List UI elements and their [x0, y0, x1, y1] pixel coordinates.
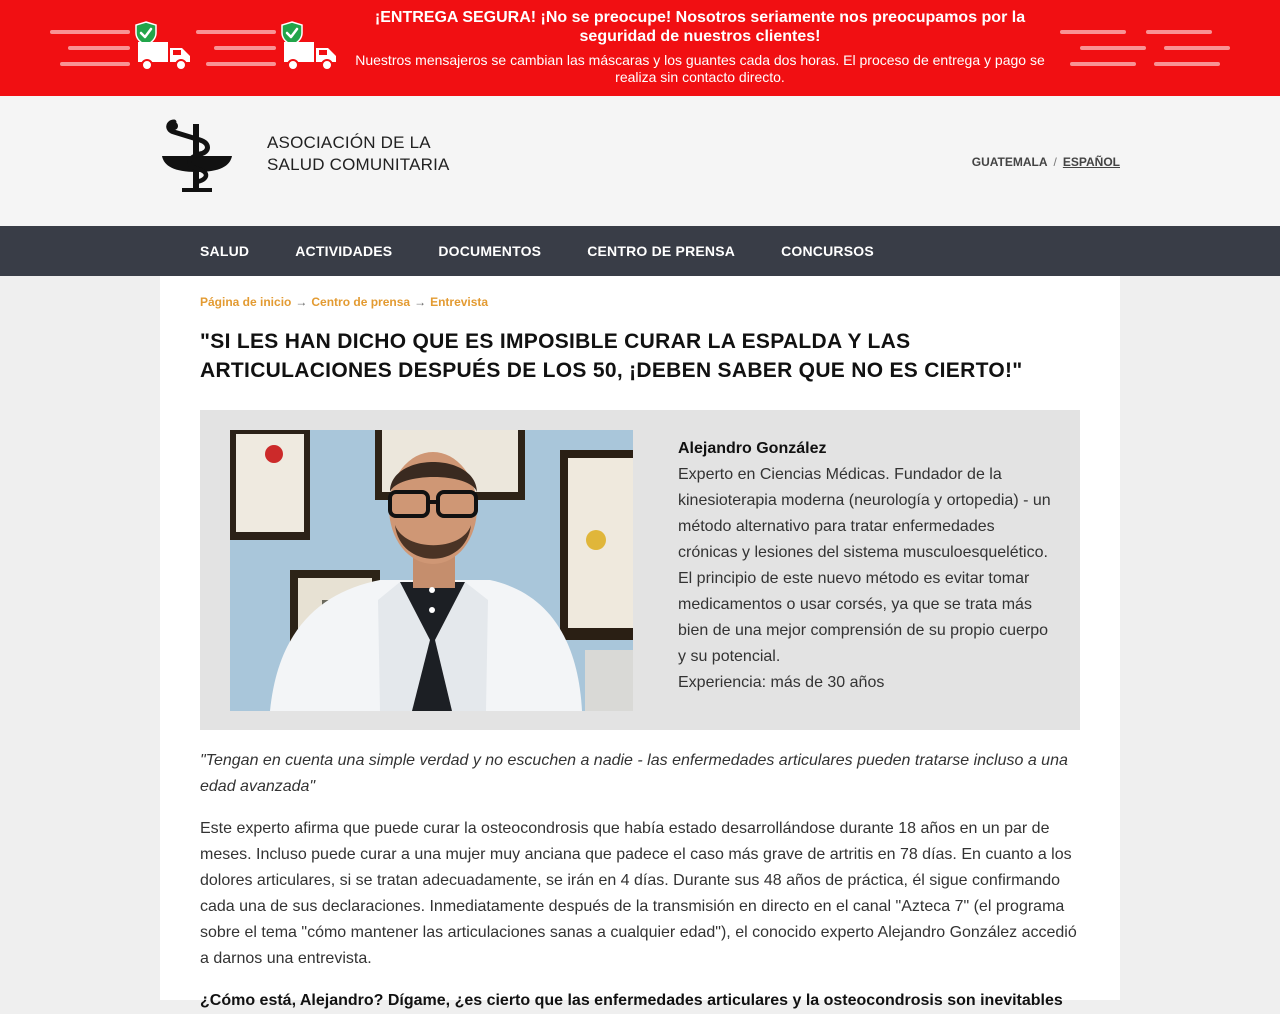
nav-item-concursos[interactable]: CONCURSOS — [781, 243, 874, 259]
expert-photo — [230, 430, 633, 711]
language-separator: / — [1053, 155, 1057, 169]
site-header — [0, 96, 1280, 226]
article-quote: "Tengan en cuenta una simple verdad y no escuchen a nadie - las enfermedades articulares pueden tratarse incluso a una edad avanzada" — [200, 752, 1068, 795]
nav-item-centro-de-prensa[interactable]: CENTRO DE PRENSA — [587, 243, 736, 259]
organization-name[interactable] — [267, 132, 450, 176]
speed-line — [1070, 62, 1136, 66]
banner-headline: ¡ENTREGA SEGURA! ¡No se preocupe! Nosotros seriamente nos preocupamos por la seguridad de nuestros clientes! — [374, 9, 1026, 45]
expert-bio: Experto en Ciencias Médicas. Fundador de la kinesioterapia moderna (neurología y ortopedia) - un método alternativo para tratar enfermedades crónicas y lesiones del sistema musculoesquelético. El principio de este nuevo método es evitar tomar medicamentos o usar corsés, ya que se trata más bien de una mejor comprensión de su propio cuerpo y su potencial. — [678, 466, 1051, 665]
region-language-switcher — [972, 155, 1120, 169]
speed-line — [1146, 30, 1212, 34]
country-link[interactable]: GUATEMALA — [971, 155, 1048, 169]
speed-line — [196, 30, 276, 34]
delivery-truck-shield-icon — [134, 20, 196, 74]
breadcrumb-arrow: → — [295, 295, 308, 309]
breadcrumb-press-center[interactable]: Centro de prensa — [311, 295, 411, 309]
delivery-truck-shield-icon — [280, 20, 342, 74]
speed-line — [1060, 30, 1126, 34]
banner-message — [340, 8, 1060, 86]
delivery-banner — [0, 0, 1280, 96]
nav-item-documentos[interactable]: DOCUMENTOS — [438, 243, 542, 259]
speed-line — [1080, 46, 1146, 50]
expert-name: Alejandro González — [678, 440, 827, 457]
expert-experience: Experiencia: más de 30 años — [678, 674, 885, 691]
caduceus-bowl-icon[interactable] — [160, 114, 234, 194]
speed-line — [214, 46, 276, 50]
article-container — [160, 276, 1120, 1009]
main-nav — [0, 226, 1280, 276]
nav-item-actividades[interactable]: ACTIVIDADES — [295, 243, 393, 259]
speed-line — [60, 62, 130, 66]
interview-question: ¿Cómo está, Alejandro? Dígame, ¿es cierto que las enfermedades articulares y la osteocondrosis son inevitables — [200, 992, 1063, 1009]
article-paragraph: Este experto afirma que puede curar la osteocondrosis que había estado desarrollándose durante 18 años en un par de meses. Incluso puede curar a una mujer muy anciana que padece el caso más grave de artritis en 78 días. En cuanto a los dolores articulares, si se tratan adecuadamente, se irán en 4 días. Durante sus 48 años de práctica, él sigue confirmando cada una de sus declaraciones. Inmediatamente después de la transmisión en directo en el canal "Azteca 7" (el programa sobre el tema "cómo mantener las articulaciones sanas a cualquier edad"), el conocido experto Alejandro González accedió a darnos una entrevista. — [200, 820, 1077, 967]
breadcrumb-home[interactable]: Página de inicio — [200, 295, 292, 309]
nav-item-salud[interactable]: SALUD — [200, 243, 250, 259]
article-title: "SI LES HAN DICHO QUE ES IMPOSIBLE CURAR LA ESPALDA Y LAS ARTICULACIONES DESPUÉS DE LOS 50, ¡DEBEN SABER QUE NO ES CIERTO!" — [200, 330, 1023, 382]
language-link[interactable]: ESPAÑOL — [1062, 155, 1120, 169]
speed-line — [50, 30, 130, 34]
speed-line — [1154, 62, 1220, 66]
organization-name-line1: ASOCIACIÓN DE LA — [267, 133, 431, 152]
breadcrumb — [200, 295, 1080, 309]
speed-line — [68, 46, 130, 50]
speed-line — [206, 62, 276, 66]
speed-line — [1164, 46, 1230, 50]
organization-name-line2: SALUD COMUNITARIA — [267, 155, 450, 174]
breadcrumb-interview[interactable]: Entrevista — [430, 295, 489, 309]
breadcrumb-arrow: → — [414, 295, 427, 309]
expert-description — [678, 436, 1058, 696]
expert-card — [200, 410, 1080, 730]
banner-subtext: Nuestros mensajeros se cambian las máscaras y los guantes cada dos horas. El proceso de entrega y pago se realiza sin contacto directo. — [355, 52, 1045, 85]
